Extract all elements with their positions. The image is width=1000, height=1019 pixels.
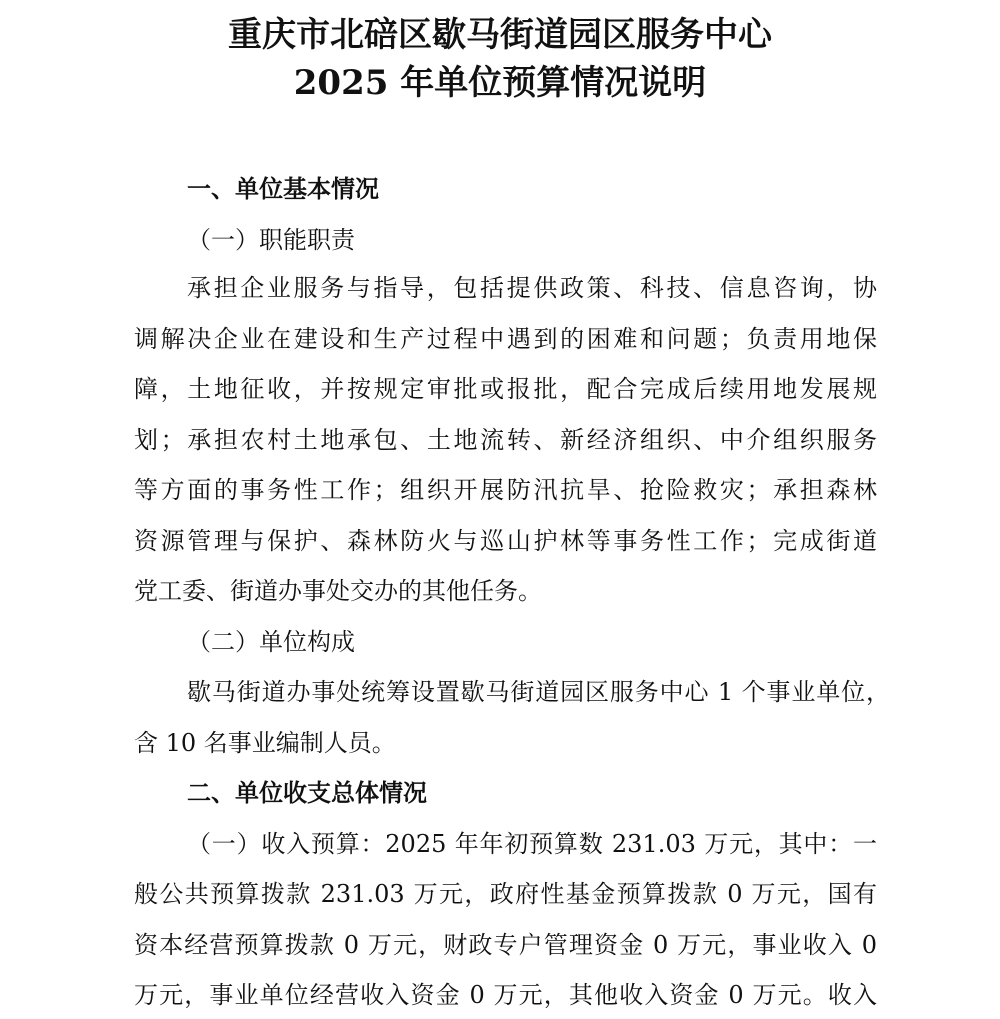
section-1-heading: 一、单位基本情况 bbox=[187, 174, 379, 203]
paragraph-line: 等方面的事务性工作；组织开展防汛抗旱、抢险救灾；承担森林 bbox=[134, 476, 877, 504]
document-title-line-1: 重庆市北碚区歇马街道园区服务中心 bbox=[228, 15, 772, 55]
paragraph-line: （一）收入预算：2025 年年初预算数 231.03 万元，其中：一 bbox=[187, 830, 877, 858]
paragraph-line: 资本经营预算拨款 0 万元，财政专户管理资金 0 万元，事业收入 0 bbox=[134, 931, 877, 959]
paragraph-line: 万元，事业单位经营收入资金 0 万元，其他收入资金 0 万元。收入 bbox=[134, 981, 877, 1009]
section-1-2-heading: （二）单位构成 bbox=[187, 628, 355, 656]
document-title-line-2: 2025 年单位预算情况说明 bbox=[293, 63, 707, 103]
section-1-1-heading: （一）职能职责 bbox=[187, 226, 355, 254]
paragraph-line: 般公共预算拨款 231.03 万元，政府性基金预算拨款 0 万元，国有 bbox=[134, 880, 877, 908]
paragraph-line: 调解决企业在建设和生产过程中遇到的困难和问题；负责用地保 bbox=[134, 325, 877, 353]
paragraph-line: 资源管理与保护、森林防火与巡山护林等事务性工作；完成街道 bbox=[134, 527, 877, 555]
paragraph-line: 含 10 名事业编制人员。 bbox=[134, 729, 396, 757]
section-2-heading: 二、单位收支总体情况 bbox=[187, 778, 427, 807]
paragraph-line: 障，土地征收，并按规定审批或报批，配合完成后续用地发展规 bbox=[134, 375, 877, 403]
paragraph-line: 划；承担农村土地承包、土地流转、新经济组织、中介组织服务 bbox=[134, 426, 877, 454]
paragraph-line: 党工委、街道办事处交办的其他任务。 bbox=[134, 577, 542, 605]
paragraph-line: 歇马街道办事处统筹设置歇马街道园区服务中心 1 个事业单位， bbox=[187, 678, 890, 706]
paragraph-line: 承担企业服务与指导，包括提供政策、科技、信息咨询，协 bbox=[187, 274, 877, 302]
